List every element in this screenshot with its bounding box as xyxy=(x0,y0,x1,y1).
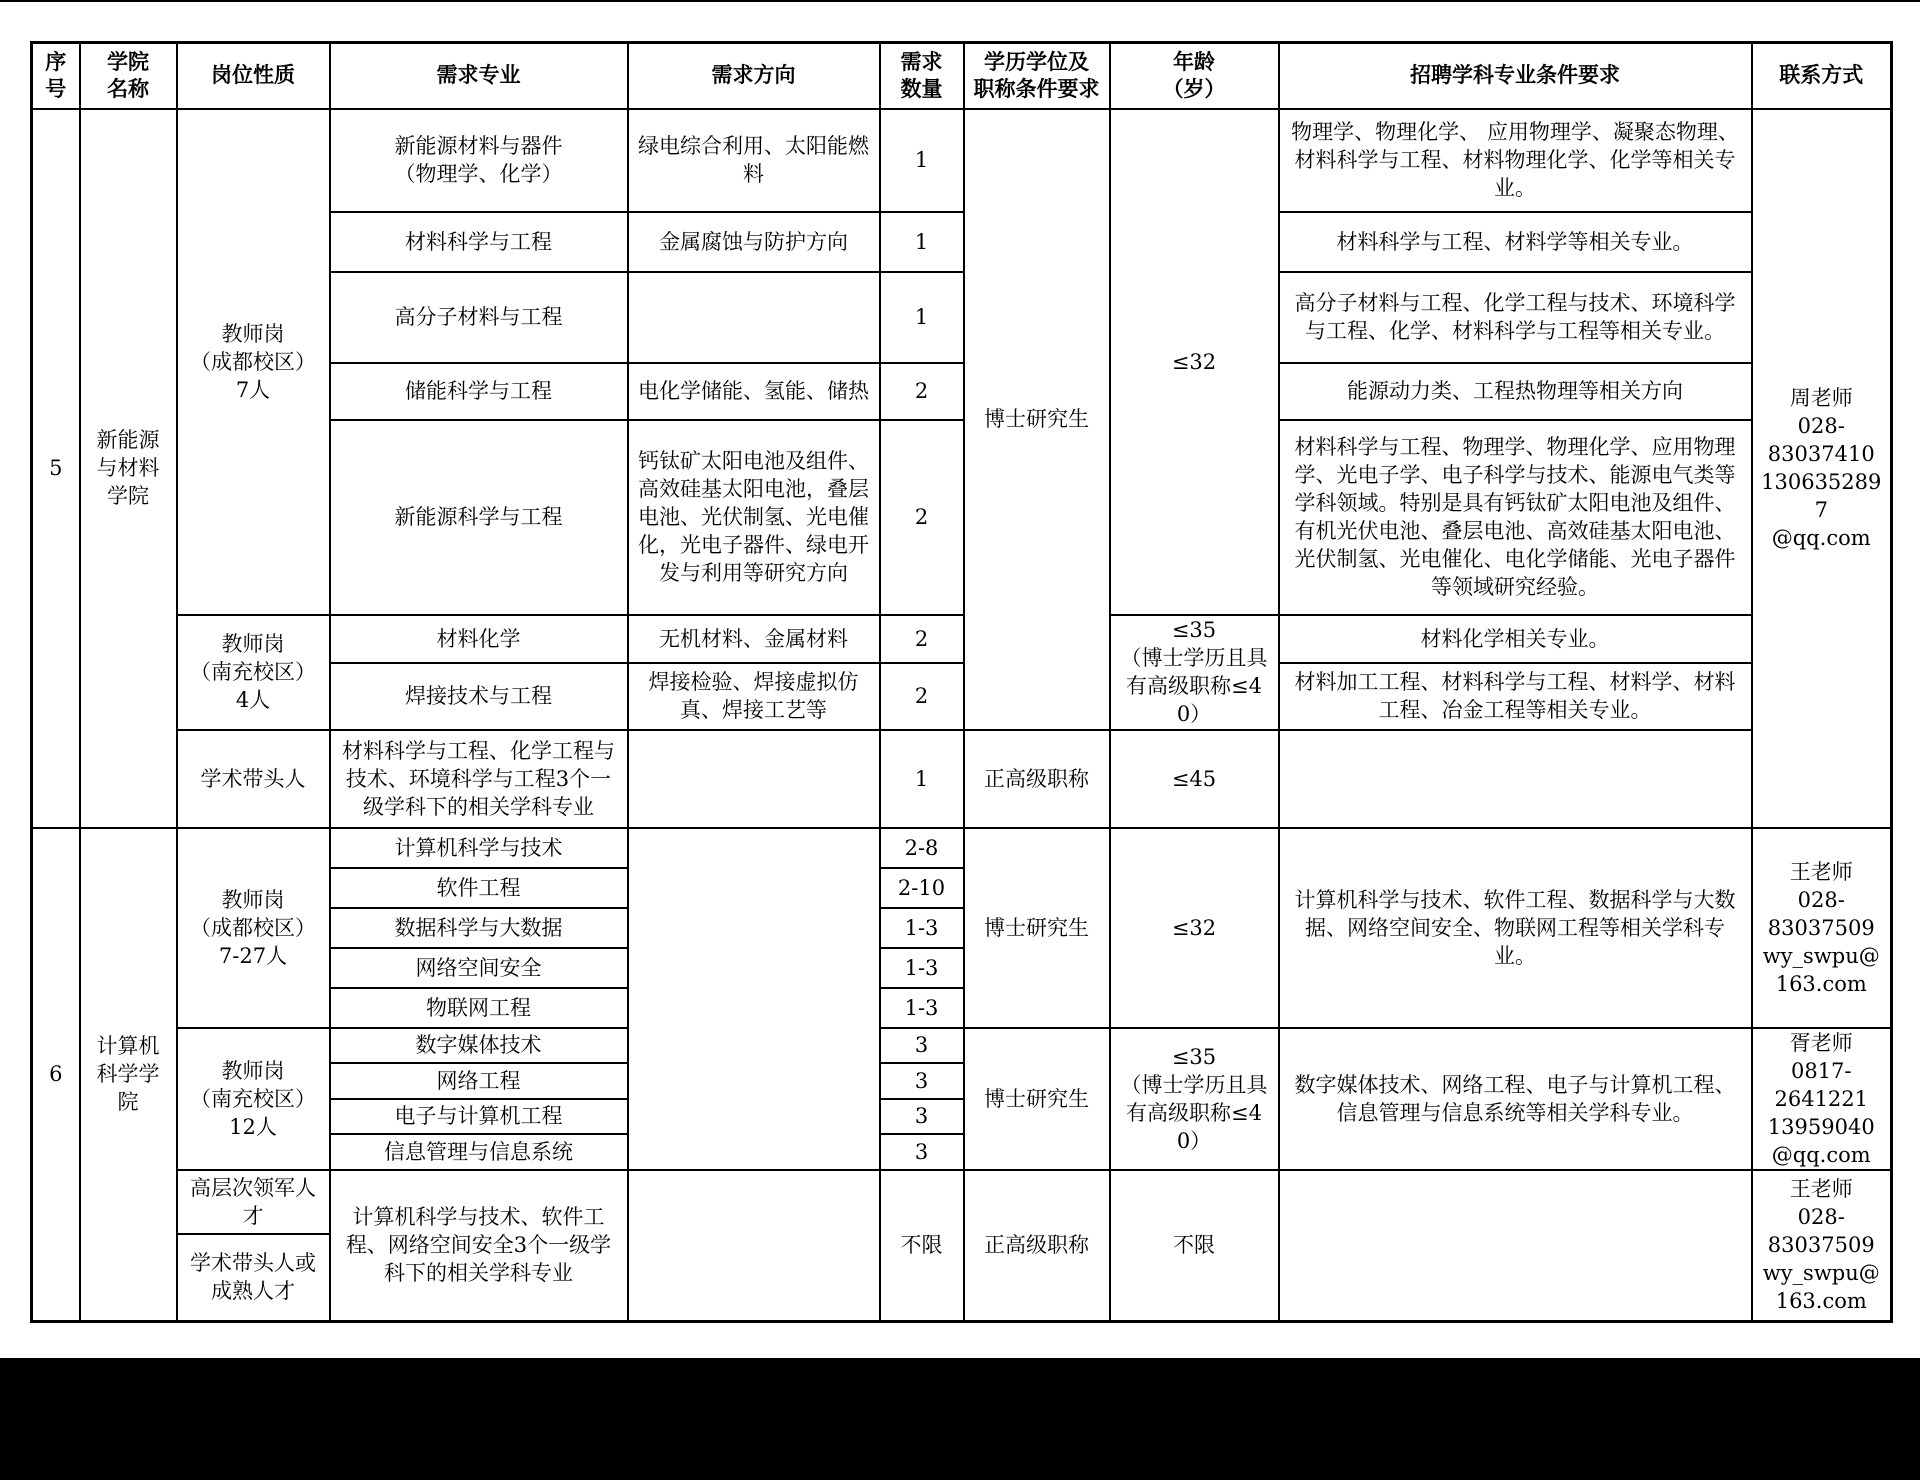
degree-cell: 正高级职称 xyxy=(964,1170,1110,1322)
college-name: 计算机 科学学 院 xyxy=(80,828,177,1322)
count-cell: 3 xyxy=(880,1099,964,1135)
direction-cell: 金属腐蚀与防护方向 xyxy=(628,212,880,272)
major-cell: 电子与计算机工程 xyxy=(330,1099,628,1135)
row-number: 6 xyxy=(32,828,80,1322)
major-cell: 物联网工程 xyxy=(330,988,628,1028)
age-cell: ≤45 xyxy=(1110,730,1279,828)
table-row xyxy=(32,109,1892,212)
major-cell: 储能科学与工程 xyxy=(330,363,628,420)
major-cell: 网络空间安全 xyxy=(330,948,628,988)
degree-cell: 博士研究生 xyxy=(964,109,1110,730)
post-type: 教师岗 （南充校区） 4人 xyxy=(177,615,330,730)
requirement-cell: 材料科学与工程、材料学等相关专业。 xyxy=(1279,212,1752,272)
requirement-cell: 材料化学相关专业。 xyxy=(1279,615,1752,663)
post-type: 教师岗 （成都校区） 7-27人 xyxy=(177,828,330,1028)
table-row xyxy=(32,730,1892,828)
direction-cell: 焊接检验、焊接虚拟仿真、焊接工艺等 xyxy=(628,663,880,730)
count-cell: 2 xyxy=(880,615,964,663)
count-cell: 1 xyxy=(880,272,964,363)
contact-cell: 王老师 028- 83037509 wy_swpu@163.com xyxy=(1752,1170,1892,1322)
header-age: 年龄 （岁） xyxy=(1110,43,1279,109)
age-cell: ≤32 xyxy=(1110,109,1279,615)
age-cell: ≤32 xyxy=(1110,828,1279,1028)
major-cell: 软件工程 xyxy=(330,868,628,908)
count-cell: 2 xyxy=(880,363,964,420)
table-row xyxy=(32,828,1892,868)
contact-cell: 胥老师 0817- 2641221 13959040@qq.com xyxy=(1752,1028,1892,1170)
header-contact: 联系方式 xyxy=(1752,43,1892,109)
recruitment-table xyxy=(30,41,1893,1323)
recruitment-table-sheet xyxy=(30,41,1893,1323)
post-type: 教师岗 （南充校区） 12人 xyxy=(177,1028,330,1170)
requirement-cell xyxy=(1279,1170,1752,1322)
direction-cell xyxy=(628,1170,880,1322)
header-count: 需求 数量 xyxy=(880,43,964,109)
major-cell: 新能源材料与器件 （物理学、化学） xyxy=(330,109,628,212)
header-no: 序 号 xyxy=(32,43,80,109)
age-cell: 不限 xyxy=(1110,1170,1279,1322)
direction-cell xyxy=(628,828,880,1170)
count-cell: 不限 xyxy=(880,1170,964,1322)
age-cell: ≤35 （博士学历且具有高级职称≤40） xyxy=(1110,615,1279,730)
header-direction: 需求方向 xyxy=(628,43,880,109)
degree-cell: 博士研究生 xyxy=(964,1028,1110,1170)
post-type: 学术带头人 xyxy=(177,730,330,828)
count-cell: 2 xyxy=(880,420,964,615)
count-cell: 3 xyxy=(880,1063,964,1099)
major-cell: 新能源科学与工程 xyxy=(330,420,628,615)
major-cell: 计算机科学与技术、软件工程、网络空间安全3个一级学科下的相关学科专业 xyxy=(330,1170,628,1322)
major-cell: 数字媒体技术 xyxy=(330,1028,628,1064)
post-type: 学术带头人或成熟人才 xyxy=(177,1234,330,1322)
table-row xyxy=(32,1028,1892,1064)
requirement-cell: 计算机科学与技术、软件工程、数据科学与大数据、网络空间安全、物联网工程等相关学科专业。 xyxy=(1279,828,1752,1028)
header-college: 学院 名称 xyxy=(80,43,177,109)
count-cell: 1-3 xyxy=(880,988,964,1028)
count-cell: 1-3 xyxy=(880,948,964,988)
direction-cell xyxy=(628,272,880,363)
requirement-cell xyxy=(1279,730,1752,828)
major-cell: 计算机科学与技术 xyxy=(330,828,628,868)
post-type: 教师岗 （成都校区） 7人 xyxy=(177,109,330,615)
post-type: 高层次领军人才 xyxy=(177,1170,330,1234)
direction-cell: 钙钛矿太阳电池及组件、高效硅基太阳电池，叠层电池、光伏制氢、光电催化，光电子器件、绿电开发与利用等研究方向 xyxy=(628,420,880,615)
count-cell: 1 xyxy=(880,730,964,828)
direction-cell: 无机材料、金属材料 xyxy=(628,615,880,663)
direction-cell: 电化学储能、氢能、储热 xyxy=(628,363,880,420)
count-cell: 1 xyxy=(880,109,964,212)
contact-cell: 王老师 028- 83037509 wy_swpu@163.com xyxy=(1752,828,1892,1028)
requirement-cell: 能源动力类、工程热物理等相关方向 xyxy=(1279,363,1752,420)
college-name: 新能源 与材料 学院 xyxy=(80,109,177,828)
row-number: 5 xyxy=(32,109,80,828)
count-cell: 3 xyxy=(880,1134,964,1170)
count-cell: 1 xyxy=(880,212,964,272)
major-cell: 数据科学与大数据 xyxy=(330,908,628,948)
major-cell: 材料化学 xyxy=(330,615,628,663)
major-cell: 高分子材料与工程 xyxy=(330,272,628,363)
major-cell: 焊接技术与工程 xyxy=(330,663,628,730)
count-cell: 2 xyxy=(880,663,964,730)
header-requirement: 招聘学科专业条件要求 xyxy=(1279,43,1752,109)
requirement-cell: 数字媒体技术、网络工程、电子与计算机工程、信息管理与信息系统等相关学科专业。 xyxy=(1279,1028,1752,1170)
requirement-cell: 高分子材料与工程、化学工程与技术、环境科学与工程、化学、材料科学与工程等相关专业。 xyxy=(1279,272,1752,363)
count-cell: 1-3 xyxy=(880,908,964,948)
requirement-cell: 物理学、物理化学、 应用物理学、凝聚态物理、材料科学与工程、材料物理化学、化学等相关专业。 xyxy=(1279,109,1752,212)
bottom-black-band xyxy=(0,1358,1920,1480)
requirement-cell: 材料加工工程、材料科学与工程、材料学、材料工程、冶金工程等相关专业。 xyxy=(1279,663,1752,730)
table-row xyxy=(32,615,1892,663)
table-row xyxy=(32,1170,1892,1234)
top-border-line xyxy=(0,0,1920,2)
contact-cell: 周老师 028- 83037410 1306352897 @qq.com xyxy=(1752,109,1892,828)
count-cell: 2-10 xyxy=(880,868,964,908)
degree-cell: 博士研究生 xyxy=(964,828,1110,1028)
major-cell: 材料科学与工程、化学工程与技术、环境科学与工程3个一级学科下的相关学科专业 xyxy=(330,730,628,828)
age-cell: ≤35 （博士学历且具有高级职称≤40） xyxy=(1110,1028,1279,1170)
direction-cell: 绿电综合利用、太阳能燃料 xyxy=(628,109,880,212)
header-post: 岗位性质 xyxy=(177,43,330,109)
major-cell: 材料科学与工程 xyxy=(330,212,628,272)
direction-cell xyxy=(628,730,880,828)
major-cell: 网络工程 xyxy=(330,1063,628,1099)
header-row xyxy=(32,43,1892,109)
header-major: 需求专业 xyxy=(330,43,628,109)
count-cell: 3 xyxy=(880,1028,964,1064)
major-cell: 信息管理与信息系统 xyxy=(330,1134,628,1170)
header-degree: 学历学位及 职称条件要求 xyxy=(964,43,1110,109)
count-cell: 2-8 xyxy=(880,828,964,868)
requirement-cell: 材料科学与工程、物理学、物理化学、应用物理学、光电子学、电子科学与技术、能源电气类等学科领域。特别是具有钙钛矿太阳电池及组件、有机光伏电池、叠层电池、高效硅基太阳电池、光伏制氢、光电催化、电化学储能、光电子器件等领域研究经验。 xyxy=(1279,420,1752,615)
degree-cell: 正高级职称 xyxy=(964,730,1110,828)
